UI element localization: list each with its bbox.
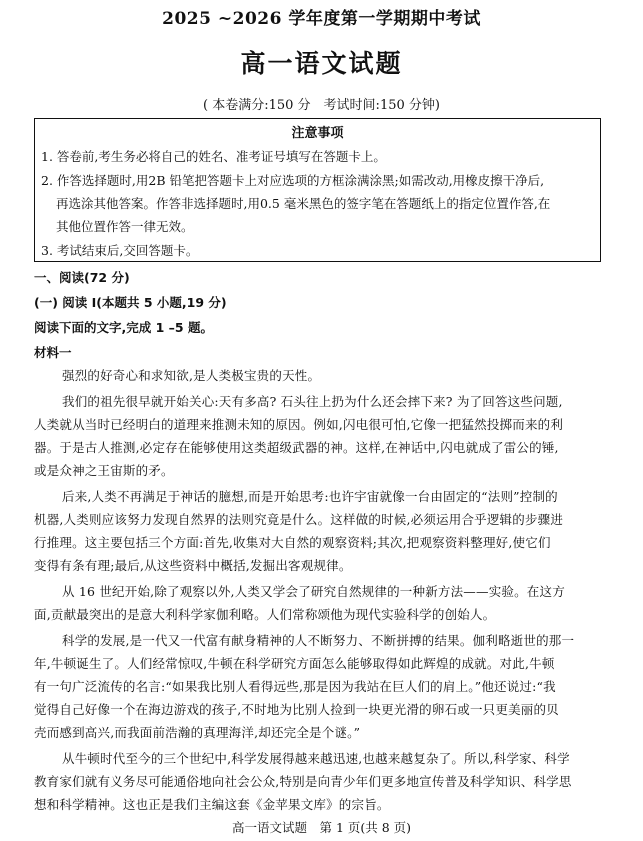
passage-line: 器。于是古人推测,必定存在能够使用这类超级武器的神。这样,在神话中,闪电就成了雷公的锤,	[34, 440, 559, 455]
passage-line: 我们的祖先很早就开始关心:天有多高? 石头往上扔为什么还会摔下来? 为了回答这些问题,	[62, 394, 563, 409]
passage-line: 有一句广泛流传的名言:“如果我比别人看得远些,那是因为我站在巨人们的肩上。”他还说过:“我	[34, 679, 556, 694]
passage-line: 人类就从当时已经明白的道理来推测未知的原因。例如,闪电很可怕,它像一把猛然投掷而来的利	[34, 417, 564, 432]
notice-line: 2. 作答选择题时,用2B 铅笔把答题卡上对应选项的方框涂满涂黑;如需改动,用橡皮擦干净后,	[41, 173, 545, 188]
passage-line: 机器,人类则应该努力发现自然界的法则究竟是什么。这样做的时候,必须运用合乎逻辑的步骤进	[34, 512, 564, 527]
subsection-heading: (一) 阅读 Ⅰ(本题共 5 小题,19 分)	[34, 295, 227, 310]
passage-line: 教育家们就有义务尽可能通俗地向社会公众,特别是向青少年们更多地宣传普及科学知识、科学思	[34, 774, 572, 789]
notice-box	[34, 118, 601, 262]
material-label: 材料一	[34, 345, 72, 360]
instruction-text: 阅读下面的文字,完成 1 –5 题。	[34, 320, 213, 335]
passage-line: 面,贡献最突出的是意大利科学家伽利略。人们常称颂他为现代实验科学的创始人。	[34, 607, 496, 622]
passage-line: 后来,人类不再满足于神话的臆想,而是开始思考:也许宇宙就像一台由固定的“法则”控制的	[62, 489, 558, 504]
notice-line: 其他位置作答一律无效。	[56, 219, 194, 234]
passage-line: 变得有条有理;最后,从这些资料中概括,发掘出客观规律。	[34, 558, 352, 573]
passage-line: 年,牛顿诞生了。人们经常惊叹,牛顿在科学研究方面怎么能够取得如此辉煌的成就。对此,牛顿	[34, 656, 555, 671]
passage-line: 科学的发展,是一代又一代富有献身精神的人不断努力、不断拼搏的结果。伽利略逝世的那一	[62, 633, 575, 648]
notice-line: 3. 考试结束后,交回答题卡。	[41, 243, 199, 258]
exam-title: 高一语文试题	[240, 49, 403, 78]
passage-line: 行推理。这主要包括三个方面:首先,收集对大自然的观察资料;其次,把观察资料整理好,使它们	[34, 535, 551, 550]
notice-line: 再选涂其他答案。作答非选择题时,用0.5 毫米黑色的签字笔在答题纸上的指定位置作答,在	[56, 196, 551, 211]
notice-line: 1. 答卷前,考生务必将自己的姓名、准考证号填写在答题卡上。	[41, 149, 386, 164]
notice-title: 注意事项	[291, 126, 344, 141]
passage-line: 或是众神之王宙斯的矛。	[34, 463, 174, 478]
part-heading: 一、阅读(72 分)	[34, 270, 130, 285]
passage-line: 壳而感到高兴,而我面前浩瀚的真理海洋,却还完全是个谜。”	[34, 725, 361, 740]
passage-line: 从牛顿时代至今的三个世纪中,科学发展得越来越迅速,也越来越复杂了。所以,科学家、科学	[62, 751, 570, 766]
page-footer: 高一语文试题 第 1 页(共 8 页)	[231, 820, 412, 835]
exam-term-heading: 2025 ~2026 学年度第一学期期中考试	[162, 9, 481, 29]
passage-line: 从 16 世纪开始,除了观察以外,人类又学会了研究自然规律的一种新方法——实验。在这方	[62, 584, 565, 599]
passage-line: 觉得自己好像一个在海边游戏的孩子,不时地为比别人捡到一块更光滑的卵石或一只更美丽的贝	[34, 702, 559, 717]
passage-line: 强烈的好奇心和求知欲,是人类极宝贵的天性。	[62, 368, 321, 383]
passage-line: 想和科学精神。这也正是我们主编这套《金苹果文库》的宗旨。	[34, 797, 390, 812]
exam-meta: ( 本卷满分:150 分 考试时间:150 分钟)	[203, 98, 440, 113]
